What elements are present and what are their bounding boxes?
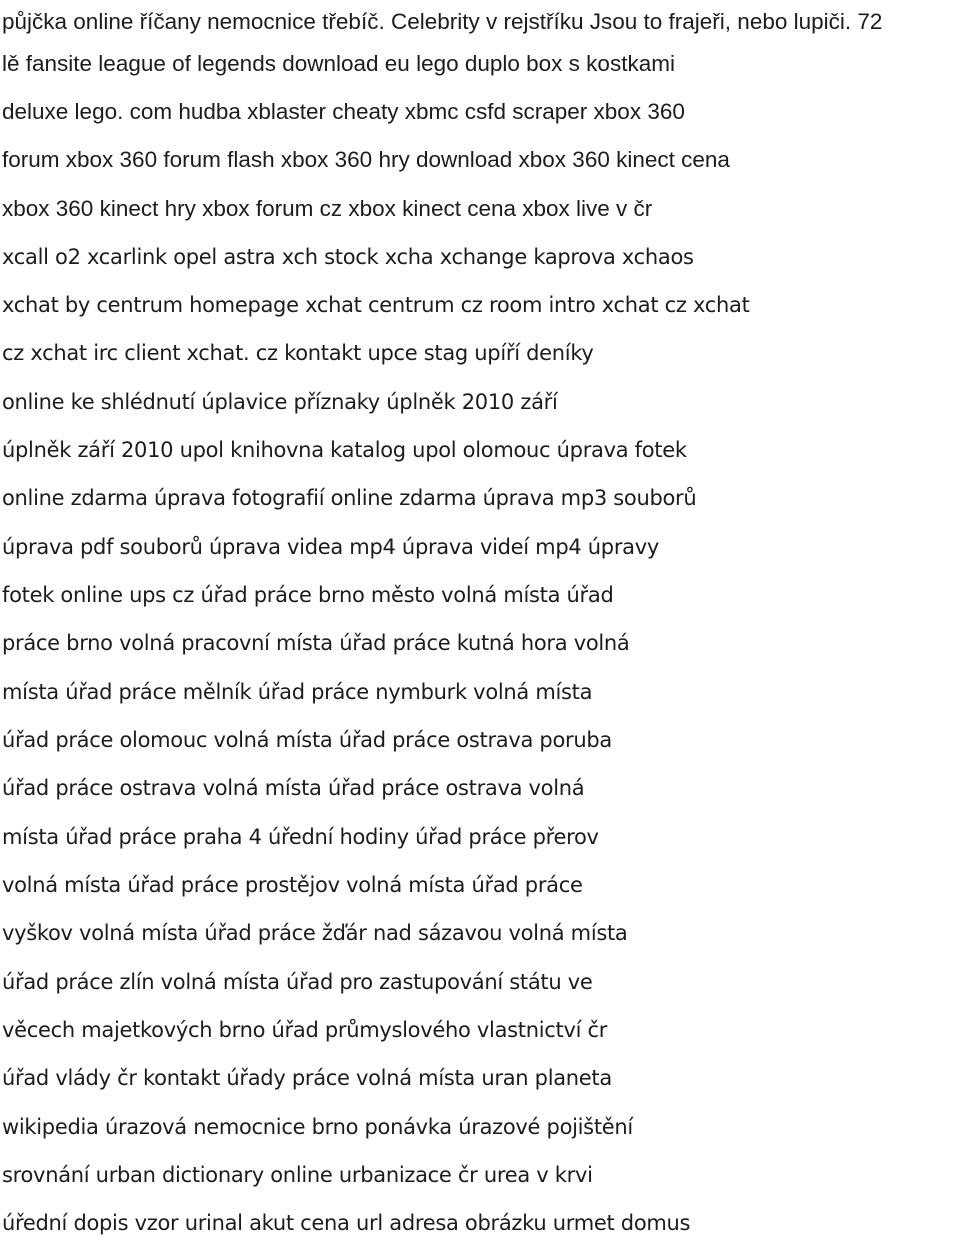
text-line: úřední dopis vzor urinal akut cena url adresa obrázku urmet domus [2,1211,691,1235]
text-line: lě fansite league of legends download eu lego duplo box s kostkami [2,51,675,76]
text-line: úřad práce ostrava volná místa úřad práce ostrava volná [2,776,585,800]
text-line: fotek online ups cz úřad práce brno město volná místa úřad [2,583,614,607]
text-line: volná místa úřad práce prostějov volná místa úřad práce [2,873,583,897]
text-line: srovnání urban dictionary online urbanizace čr urea v krvi [2,1163,593,1187]
text-line: věcech majetkových brno úřad průmyslového vlastnictví čr [2,1018,608,1042]
text-line: online zdarma úprava fotografií online zdarma úprava mp3 souborů [2,486,697,510]
text-line: úřad vlády čr kontakt úřady práce volná místa uran planeta [2,1066,612,1090]
text-line: xchat by centrum homepage xchat centrum cz room intro xchat cz xchat [2,293,750,317]
text-line: půjčka online říčany nemocnice třebíč. Celebrity v rejstříku Jsou to frajeři, nebo lupiči. 72 [2,9,883,34]
text-line: xcall o2 xcarlink opel astra xch stock xcha xchange kaprova xchaos [2,245,694,269]
text-line: úprava pdf souborů úprava videa mp4 úprava videí mp4 úpravy [2,535,659,559]
text-line: úplněk září 2010 upol knihovna katalog upol olomouc úprava fotek [2,438,687,462]
text-line: práce brno volná pracovní místa úřad práce kutná hora volná [2,631,630,655]
text-line: xbox 360 kinect hry xbox forum cz xbox kinect cena xbox live v čr [2,196,653,221]
text-line: místa úřad práce praha 4 úřední hodiny úřad práce přerov [2,825,599,849]
text-line: místa úřad práce mělník úřad práce nymburk volná místa [2,680,593,704]
text-line: úřad práce zlín volná místa úřad pro zastupování státu ve [2,970,593,994]
text-line: wikipedia úrazová nemocnice brno ponávka úrazové pojištění [2,1115,633,1139]
text-line: vyškov volná místa úřad práce žďár nad sázavou volná místa [2,921,628,945]
text-line: deluxe lego. com hudba xblaster cheaty xbmc csfd scraper xbox 360 [2,99,685,124]
text-line: online ke shlédnutí úplavice příznaky úplněk 2010 září [2,390,558,414]
text-line: forum xbox 360 forum flash xbox 360 hry download xbox 360 kinect cena [2,147,730,172]
text-line: úřad práce olomouc volná místa úřad práce ostrava poruba [2,728,612,752]
text-line: cz xchat irc client xchat. cz kontakt upce stag upíří deníky [2,341,594,365]
